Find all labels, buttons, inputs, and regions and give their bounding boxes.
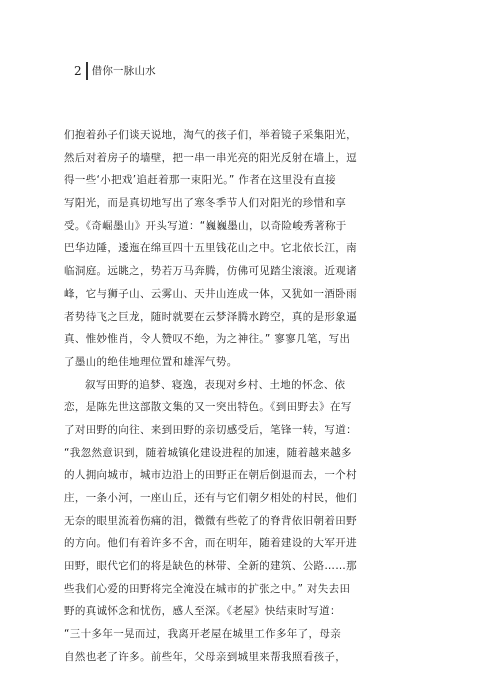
- text-line: 田野，眼代它们的将是缺色的林带、全新的建筑、公路……那: [64, 560, 357, 573]
- text-line: 自然也老了许多。前些年，父母亲到城里来帮我照看孩子，: [64, 650, 347, 663]
- header-divider: [86, 62, 88, 80]
- text-line: 的人拥向城市，城市边沿上的田野正在朝后倒退而去，一个村: [64, 469, 357, 482]
- text-line: 无奈的眼里流着伤痛的泪，微微有些乾了的脊背依旧朝着田野: [64, 514, 357, 527]
- text-line: 野的真诚怀念和忧伤，感人至深。《老屋》快结束时写道：: [64, 605, 341, 618]
- text-line: 恋，是陈先世这部散文集的又一突出特色。《到田野去》在写: [64, 401, 352, 414]
- text-line: 巴华边陲，逶迤在绵亘四十五里钱花山之中。它北依长江，南: [64, 242, 357, 255]
- text-line: 叙写田野的追梦、寝逸，表现对乡村、土地的怀念、依: [85, 378, 346, 391]
- page-number: 2: [74, 64, 82, 78]
- text-line: “三十多年一晃而过，我离开老屋在城里工作多年了，母亲: [64, 628, 342, 641]
- text-line: 者势待飞之巨龙，随时就要在云梦泽腾水跨空，真的是形象逼: [64, 310, 357, 323]
- text-line: 们抱着孙子们谈天说地，淘气的孩子们，举着镜子采集阳光，: [64, 129, 357, 141]
- text-line: 的方向。他们有着许多不舍，而在明年，随着建设的大军开进: [64, 537, 357, 550]
- text-line: 真、惟妙惟肖，令人赞叹不绝，为之神往。” 寥寥几笔，写出: [64, 333, 351, 346]
- text-line: 受。《奇崛墨山》开头写道：“巍巍墨山，以奇险峻秀著称于: [64, 219, 347, 232]
- book-title: 借你一脉山水: [91, 65, 156, 77]
- text-line: 然后对着房子的墙壁，把一串一串光亮的阳光反射在墙上，逗: [64, 151, 357, 164]
- text-line: “我忽然意识到，随着城镇化建设进程的加速，随着越来越多: [64, 446, 352, 459]
- text-line: 峰，它与狮子山、云雾山、天井山连成一体，又犹如一酒卧雨: [64, 287, 357, 300]
- text-line: 临洞庭。远眺之，势若万马奔腾，仿佛可见踏尘滚滚。近观诸: [64, 265, 357, 278]
- body-text: [64, 124, 448, 669]
- text-line: 庄，一条小河，一座山丘，还有与它们朝夕相处的村民，他们: [64, 492, 357, 504]
- text-line: 些我们心爱的田野将完全淹没在城市的扩张之中。” 对失去田: [64, 582, 351, 595]
- text-line: 了对田野的向往、来到田野的亲切感受后，笔锋一转，写道：: [64, 423, 357, 436]
- running-header: [74, 60, 156, 82]
- text-line: 写阳光，而是真切地写出了寒冬季节人们对阳光的珍惜和享: [64, 197, 347, 210]
- text-line: 了墨山的绝佳地理位置和雄浑气势。: [64, 355, 238, 368]
- text-line: 得一些‘小把戏’追赶着那一束阳光。” 作者在这里没有直接: [64, 174, 337, 187]
